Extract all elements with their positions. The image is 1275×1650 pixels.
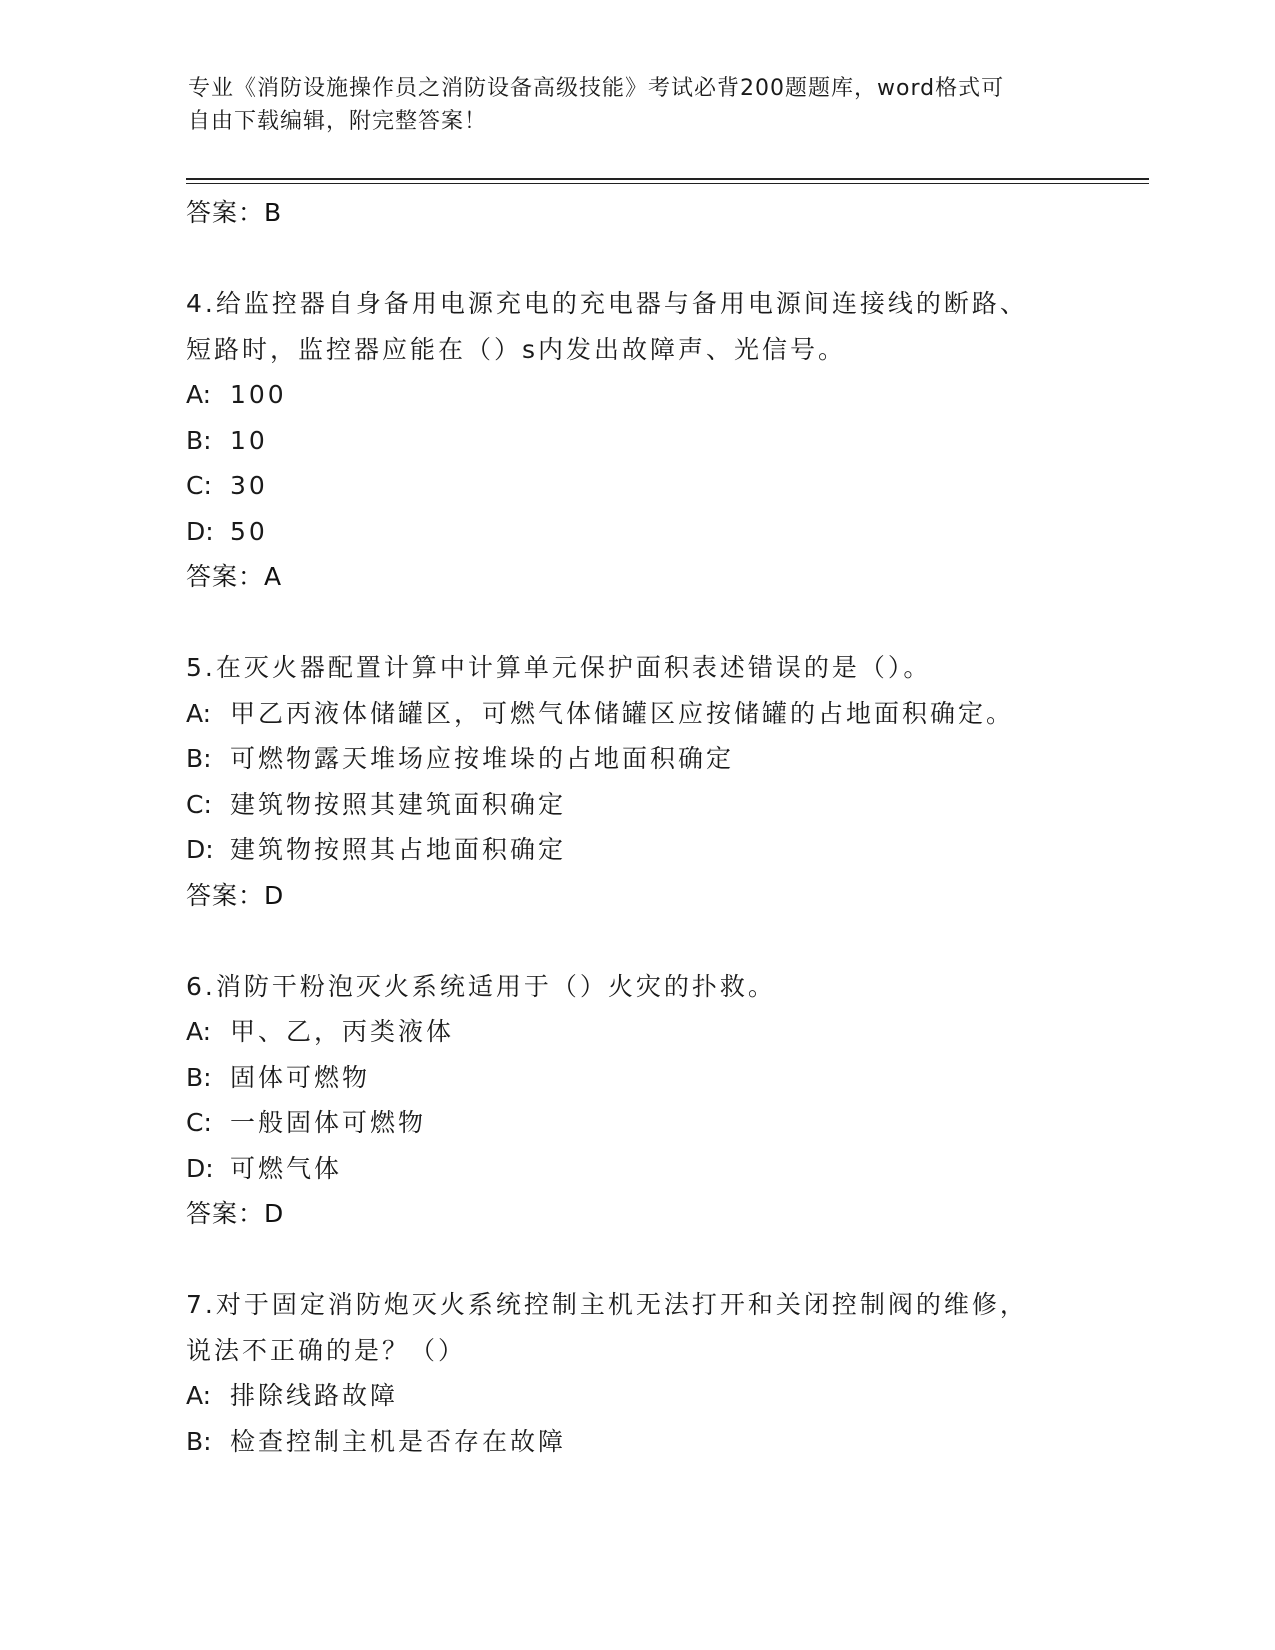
option-row <box>186 1055 1146 1101</box>
option-text: 可燃气体 <box>230 1153 343 1183</box>
option-row <box>186 1146 1146 1192</box>
document-header <box>188 72 1068 138</box>
question-text: 短路时，监控器应能在（）s内发出故障声、光信号。 <box>186 334 847 364</box>
block-gap <box>186 236 1146 282</box>
answer-line <box>186 873 1146 919</box>
option-text: 建筑物按照其建筑面积确定 <box>230 789 567 819</box>
option-label: D: <box>186 1153 214 1183</box>
option-label: B: <box>186 425 212 455</box>
block-gap <box>186 1237 1146 1283</box>
question-list <box>186 190 1146 1464</box>
option-text: 排除线路故障 <box>230 1381 399 1410</box>
answer-value: A <box>264 562 283 591</box>
block-gap <box>186 600 1146 646</box>
question-block <box>186 281 1146 600</box>
option-text: 30 <box>230 471 268 500</box>
option-row <box>186 372 1146 418</box>
question-block <box>186 964 1146 1237</box>
option-text: 甲、乙，丙类液体 <box>230 1017 455 1046</box>
option-text: 检查控制主机是否存在故障 <box>230 1426 567 1456</box>
block-gap <box>186 918 1146 964</box>
option-row <box>186 1419 1146 1465</box>
question-text: 6.消防干粉泡灭火系统适用于（）火灾的扑救。 <box>186 971 776 1001</box>
option-row <box>186 1373 1146 1419</box>
option-row <box>186 509 1146 555</box>
answer-label: 答案： <box>186 198 265 227</box>
option-label: C: <box>186 789 212 819</box>
option-row <box>186 418 1146 464</box>
option-row <box>186 1009 1146 1055</box>
option-text: 50 <box>230 516 268 546</box>
option-label: B: <box>186 744 212 773</box>
option-label: A: <box>186 1381 212 1410</box>
header-line-1: 专业《消防设施操作员之消防设备高级技能》考试必背200题题库，word格式可 <box>188 76 1005 101</box>
question-text: 说法不正确的是？（） <box>186 1335 467 1365</box>
answer-line <box>186 190 1146 236</box>
option-row <box>186 827 1146 873</box>
option-text: 可燃物露天堆场应按堆垛的占地面积确定 <box>230 744 735 773</box>
option-label: A: <box>186 698 212 728</box>
option-text: 一般固体可燃物 <box>230 1108 427 1137</box>
question-block <box>186 645 1146 918</box>
option-row <box>186 1100 1146 1146</box>
option-label: A: <box>186 380 212 409</box>
option-row <box>186 463 1146 509</box>
answer-value: D <box>264 1199 285 1228</box>
option-label: C: <box>186 471 212 500</box>
option-row <box>186 691 1146 737</box>
question-block <box>186 1282 1146 1464</box>
answer-value: B <box>264 198 283 227</box>
option-label: D: <box>186 516 214 546</box>
option-row <box>186 736 1146 782</box>
option-label: B: <box>186 1426 212 1456</box>
option-text: 建筑物按照其占地面积确定 <box>230 835 567 864</box>
answer-label: 答案： <box>186 880 265 910</box>
answer-line <box>186 1191 1146 1237</box>
option-label: D: <box>186 835 214 864</box>
option-text: 甲乙丙液体储罐区，可燃气体储罐区应按储罐的占地面积确定。 <box>230 698 1015 728</box>
answer-label: 答案： <box>186 1199 265 1228</box>
question-text: 7.对于固定消防炮灭火系统控制主机无法打开和关闭控制阀的维修， <box>186 1290 1028 1319</box>
answer-label: 答案： <box>186 562 265 591</box>
option-label: B: <box>186 1062 212 1092</box>
option-label: A: <box>186 1017 212 1046</box>
header-rule-thick <box>186 178 1149 180</box>
option-text: 100 <box>230 380 287 409</box>
option-row <box>186 782 1146 828</box>
answer-line <box>186 554 1146 600</box>
option-label: C: <box>186 1108 212 1137</box>
question-text: 5.在灭火器配置计算中计算单元保护面积表述错误的是（）。 <box>186 653 932 682</box>
header-rule-thin <box>186 183 1149 184</box>
header-line-2: 自由下载编辑，附完整答案！ <box>188 109 488 134</box>
option-text: 10 <box>230 425 268 455</box>
answer-value: D <box>264 880 285 910</box>
option-text: 固体可燃物 <box>230 1062 371 1092</box>
question-text: 4.给监控器自身备用电源充电的充电器与备用电源间连接线的断路、 <box>186 289 1028 318</box>
